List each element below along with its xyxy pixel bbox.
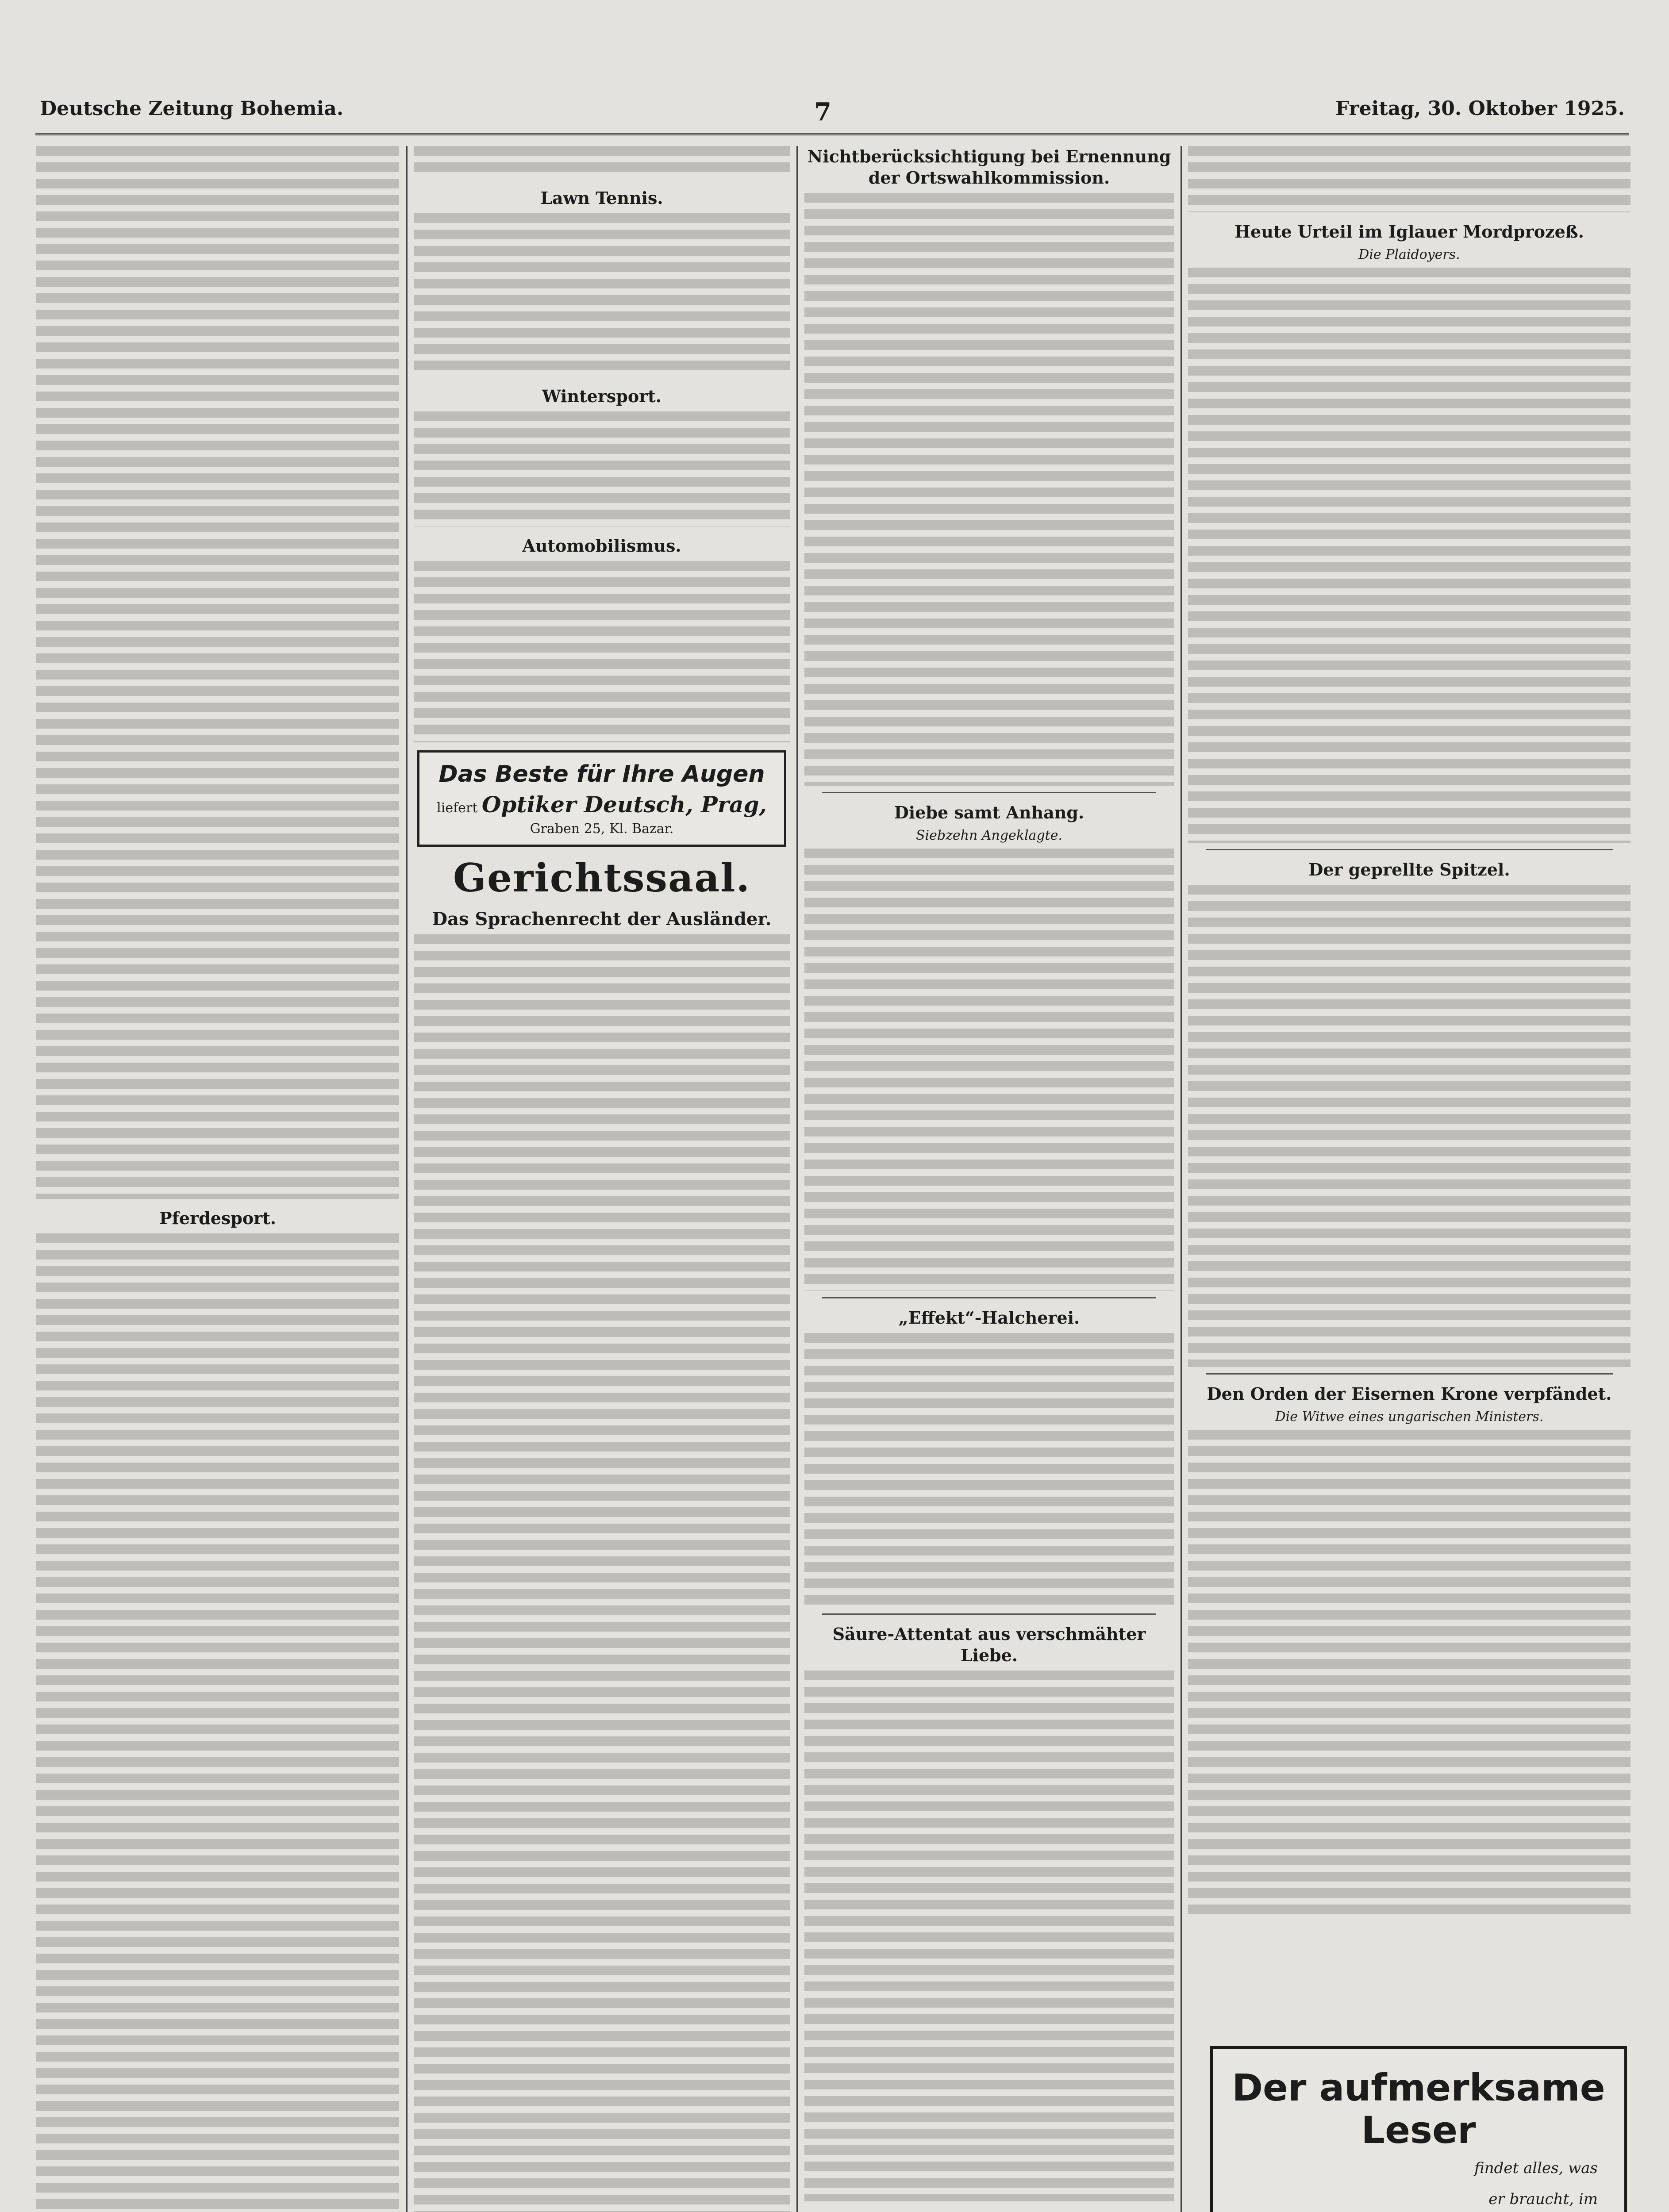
subheading-ministers-widow: Die Witwe eines ungarischen Ministers. [1275,1409,1544,1425]
divider [822,1613,1156,1615]
sports-text-block [36,146,399,1199]
auto-text-block [414,561,790,742]
divider [822,1297,1156,1298]
heading-thieves: Diebe samt Anhang. [894,803,1084,822]
intro-text-block [1188,146,1631,212]
thieves-text-block [804,849,1174,1291]
heading-automobilismus: Automobilismus. [522,536,681,556]
column-rule [796,146,798,2212]
divider [822,792,1156,793]
ad-title: Das Beste für Ihre Augen [438,761,765,787]
heading-election-commission: Nichtberücksichtigung bei Ernennung der Ortswahlkommission. [807,146,1171,188]
acid-text-block [804,1671,1174,2201]
heading-iron-crown-order: Den Orden der Eisernen Krone verpfändet. [1207,1384,1612,1404]
heading-wintersport: Wintersport. [542,386,661,406]
reader-ad-line-1: findet alles, was [1474,2159,1598,2177]
tennis-text-block [414,213,790,377]
masthead-title: Deutsche Zeitung Bohemia. [40,97,344,120]
heading-cheated-spy: Der geprellte Spitzel. [1308,860,1510,879]
ad-business-name: Optiker Deutsch, Prag, [481,791,767,818]
subheading-plaidoyers: Die Plaidoyers. [1358,247,1460,262]
heading-coal-fraud: „Effekt“-Halcherei. [898,1308,1080,1328]
divider [1206,849,1613,850]
coal-text-block [804,1333,1174,1607]
ad-lead: liefert [437,800,478,816]
column-4 [1188,146,1631,2212]
divider [1206,1373,1613,1375]
column-3 [804,146,1174,2212]
column-rule [1181,146,1182,2212]
heading-horse-racing: Pferdesport. [159,1208,276,1228]
election-text-block [804,193,1174,786]
page-number: 7 [814,97,831,127]
verdict-text-block [1188,268,1631,843]
column-2 [414,146,790,2212]
spy-text-block [1188,885,1631,1367]
optician-advertisement [417,750,786,847]
heading-lawn-tennis: Lawn Tennis. [540,188,663,208]
heading-language-law: Das Sprachenrecht der Ausländer. [432,909,772,929]
section-title-court: Gerichtssaal. [453,855,751,901]
subheading-thieves: Siebzehn Angeklagte. [916,828,1062,843]
reader-ad-title: Der aufmerksame Leser [1232,2066,1605,2152]
court-text-block [414,934,790,2212]
column-rule [406,146,408,2212]
reader-advertisement [1210,2046,1627,2212]
reader-ad-line-2: er braucht, im [1488,2190,1598,2208]
masthead-date: Freitag, 30. Oktober 1925. [1335,97,1625,120]
ad-address: Graben 25, Kl. Bazar. [530,821,674,837]
results-text-block [414,146,790,179]
order-text-block [1188,1430,1631,1916]
heading-acid-attack: Säure-Attentat aus verschmähter Liebe. [832,1624,1146,1665]
horse-racing-text-block [36,1233,399,2212]
wintersport-text-block [414,411,790,526]
heading-iglau-verdict: Heute Urteil im Iglauer Mordprozeß. [1234,222,1584,242]
column-1 [36,146,399,2212]
masthead [35,88,1629,135]
